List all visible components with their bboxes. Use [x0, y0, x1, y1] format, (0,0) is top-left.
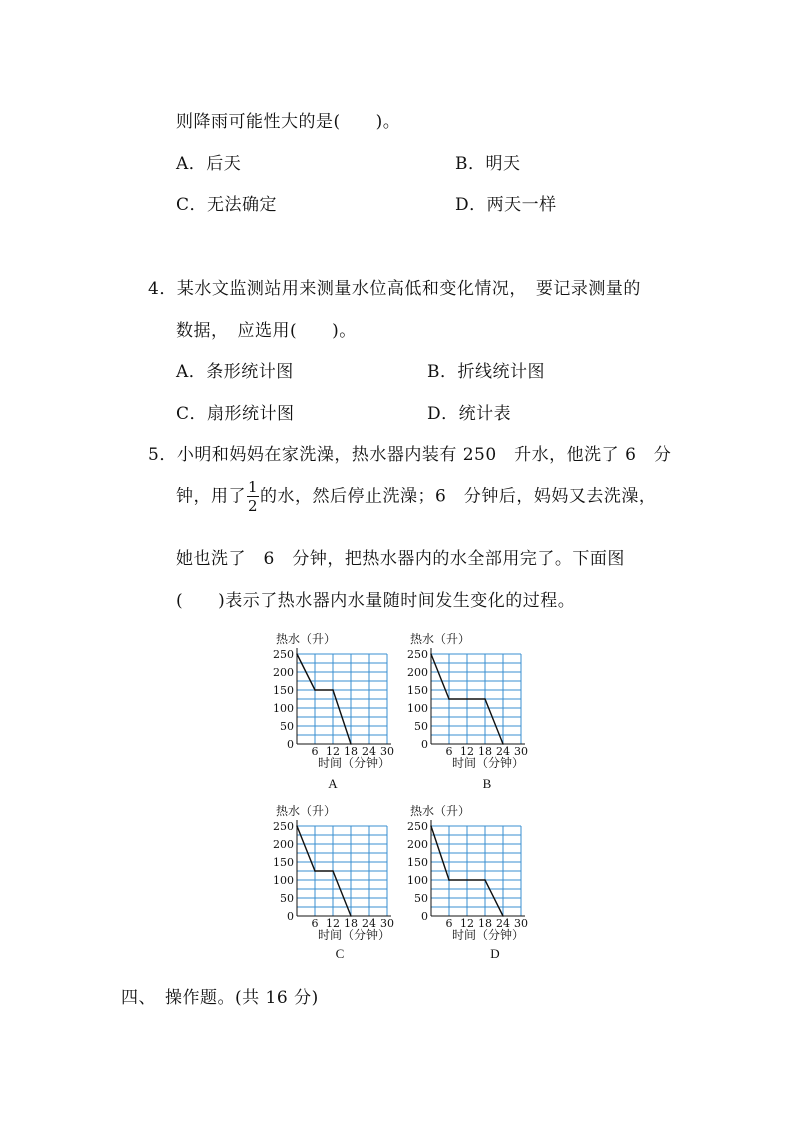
chart-ytick-label: 100: [273, 874, 294, 887]
chart-c-caption: C: [335, 946, 345, 961]
chart-xtick-label: 30: [380, 745, 394, 758]
chart-xtick-label: 6: [445, 917, 453, 930]
chart-d: [402, 800, 532, 940]
chart-xtick-label: 18: [344, 917, 358, 930]
chart-xtick-label: 12: [460, 745, 474, 758]
chart-ytick-label: 150: [407, 856, 428, 869]
chart-ytick-label: 250: [407, 648, 428, 661]
chart-data-point: [484, 879, 486, 881]
q5-stem-line3: 她也洗了 6 分钟，把热水器内的水全部用完了。下面图: [176, 549, 625, 569]
chart-xtick-label: 6: [445, 745, 453, 758]
chart-data-point: [430, 825, 432, 827]
q5-stem-line4: ( )表示了热水器内水量随时间发生变化的过程。: [176, 591, 576, 611]
chart-data-point: [296, 825, 298, 827]
chart-d-caption: D: [490, 946, 500, 961]
chart-ylabel: 热水（升）: [410, 632, 471, 646]
chart-ytick-label: 100: [407, 874, 428, 887]
fraction-numerator: 1: [248, 478, 259, 496]
chart-xtick-label: 30: [514, 917, 528, 930]
chart-xlabel: 时间（分钟）: [452, 928, 525, 940]
fraction-one-half: [247, 480, 259, 514]
chart-a: [268, 628, 398, 768]
q4-option-d: D．统计表: [427, 404, 512, 424]
chart-data-point: [314, 870, 316, 872]
q4-stem-line2: 数据， 应选用( )。: [176, 321, 357, 341]
q5-line2-pre: 钟，用了: [176, 486, 246, 507]
chart-xtick-label: 6: [311, 745, 319, 758]
chart-data-point: [350, 743, 352, 745]
q3-option-c: C．无法确定: [176, 195, 278, 215]
chart-ylabel: 热水（升）: [276, 632, 337, 646]
chart-ytick-label: 50: [280, 892, 294, 905]
chart-data-point: [314, 689, 316, 691]
chart-a-caption: A: [328, 776, 338, 791]
chart-xtick-label: 30: [514, 745, 528, 758]
chart-ytick-label: 100: [407, 702, 428, 715]
chart-data-point: [430, 653, 432, 655]
chart-ytick-label: 200: [273, 666, 294, 679]
q4-option-c: C．扇形统计图: [176, 404, 295, 424]
q4-option-b: B．折线统计图: [427, 362, 545, 382]
chart-ytick-label: 50: [414, 892, 428, 905]
chart-ytick-label: 50: [280, 720, 294, 733]
q3-option-d: D．两天一样: [455, 195, 557, 215]
chart-ytick-label: 100: [273, 702, 294, 715]
chart-xtick-label: 24: [496, 745, 510, 758]
section-4-title: 四、 操作题。(共 16 分): [121, 988, 319, 1008]
q4-stem-line1: 4．某水文监测站用来测量水位高低和变化情况， 要记录测量的: [148, 279, 641, 299]
chart-ytick-label: 150: [407, 684, 428, 697]
chart-ytick-label: 0: [287, 910, 294, 923]
chart-data-point: [332, 689, 334, 691]
chart-ytick-label: 50: [414, 720, 428, 733]
chart-data-point: [502, 915, 504, 917]
chart-ytick-label: 250: [273, 820, 294, 833]
q5-stem-line2: [176, 480, 656, 514]
chart-xtick-label: 18: [478, 745, 492, 758]
chart-ytick-label: 0: [421, 910, 428, 923]
chart-data-point: [350, 915, 352, 917]
chart-ytick-label: 150: [273, 856, 294, 869]
chart-xtick-label: 18: [344, 745, 358, 758]
chart-ytick-label: 200: [407, 666, 428, 679]
q3-option-a: A．后天: [176, 154, 242, 174]
chart-xtick-label: 24: [362, 917, 376, 930]
chart-ytick-label: 250: [407, 820, 428, 833]
q3-option-b: B．明天: [455, 154, 521, 174]
fraction-denominator: 2: [248, 497, 259, 515]
chart-xtick-label: 12: [326, 917, 340, 930]
chart-ytick-label: 200: [273, 838, 294, 851]
chart-c: [268, 800, 398, 940]
q4-option-a: A．条形统计图: [176, 362, 294, 382]
chart-xtick-label: 6: [311, 917, 319, 930]
chart-data-point: [484, 698, 486, 700]
chart-xtick-label: 18: [478, 917, 492, 930]
q5-stem-line1: 5．小明和妈妈在家洗澡，热水器内装有 250 升水，他洗了 6 分: [148, 445, 672, 465]
chart-ytick-label: 150: [273, 684, 294, 697]
q5-line2-post: 的水，然后停止洗澡；6 分钟后，妈妈又去洗澡，: [260, 486, 657, 507]
chart-ytick-label: 250: [273, 648, 294, 661]
q3-stem: 则降雨可能性大的是( )。: [176, 112, 401, 132]
chart-xlabel: 时间（分钟）: [452, 756, 525, 768]
chart-xtick-label: 24: [362, 745, 376, 758]
chart-b: [402, 628, 532, 768]
chart-ylabel: 热水（升）: [276, 804, 337, 818]
chart-xtick-label: 12: [326, 745, 340, 758]
chart-xtick-label: 24: [496, 917, 510, 930]
chart-data-point: [448, 698, 450, 700]
chart-xlabel: 时间（分钟）: [318, 756, 391, 768]
chart-ytick-label: 0: [287, 738, 294, 751]
chart-data-point: [332, 870, 334, 872]
chart-xlabel: 时间（分钟）: [318, 928, 391, 940]
chart-data-point: [502, 743, 504, 745]
chart-data-point: [448, 879, 450, 881]
chart-xtick-label: 12: [460, 917, 474, 930]
chart-data-point: [296, 653, 298, 655]
chart-ylabel: 热水（升）: [410, 804, 471, 818]
chart-b-caption: B: [482, 776, 492, 791]
chart-ytick-label: 200: [407, 838, 428, 851]
chart-xtick-label: 30: [380, 917, 394, 930]
chart-ytick-label: 0: [421, 738, 428, 751]
